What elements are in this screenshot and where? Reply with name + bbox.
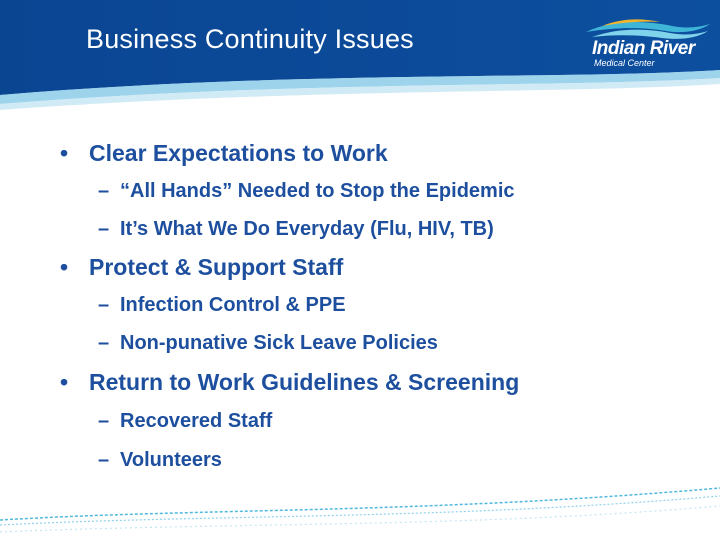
footer-wave-decoration bbox=[0, 470, 720, 540]
sub-bullet-text: It’s What We Do Everyday (Flu, HIV, TB) bbox=[120, 218, 494, 240]
sub-bullet-marker: – bbox=[98, 218, 110, 240]
sub-bullet-item bbox=[98, 218, 494, 241]
bullet-text: Return to Work Guidelines & Screening bbox=[89, 369, 520, 395]
sub-bullet-text: “All Hands” Needed to Stop the Epidemic bbox=[120, 180, 515, 202]
bullet-marker: • bbox=[60, 140, 69, 166]
sub-bullet-item bbox=[98, 294, 346, 317]
sub-bullet-item bbox=[98, 332, 438, 355]
sub-bullet-text: Recovered Staff bbox=[120, 410, 273, 432]
sub-bullet-item bbox=[98, 410, 272, 433]
sub-bullet-marker: – bbox=[98, 449, 110, 471]
sub-bullet-marker: – bbox=[98, 180, 110, 202]
sub-bullet-marker: – bbox=[98, 332, 110, 354]
sub-bullet-text: Volunteers bbox=[120, 449, 222, 471]
bullet-item bbox=[60, 369, 519, 396]
bullet-text: Clear Expectations to Work bbox=[89, 140, 388, 166]
sub-bullet-marker: – bbox=[98, 294, 110, 316]
sub-bullet-item bbox=[98, 180, 515, 203]
sub-bullet-item bbox=[98, 449, 222, 472]
bullet-marker: • bbox=[60, 254, 69, 280]
bullet-item bbox=[60, 140, 388, 167]
sub-bullet-text: Non-punative Sick Leave Policies bbox=[120, 332, 438, 354]
bullet-marker: • bbox=[60, 369, 69, 395]
sub-bullet-text: Infection Control & PPE bbox=[120, 294, 346, 316]
logo-subtitle: Medical Center bbox=[594, 58, 655, 68]
logo bbox=[582, 18, 712, 74]
logo-wave-icon bbox=[582, 18, 712, 40]
footer-wave bbox=[0, 470, 720, 545]
bullet-text: Protect & Support Staff bbox=[89, 254, 344, 280]
header-band bbox=[0, 0, 720, 110]
sub-bullet-marker: – bbox=[98, 410, 110, 432]
slide-title: Business Continuity Issues bbox=[86, 24, 414, 54]
logo-name: Indian River bbox=[592, 38, 695, 59]
bullet-item bbox=[60, 254, 343, 281]
